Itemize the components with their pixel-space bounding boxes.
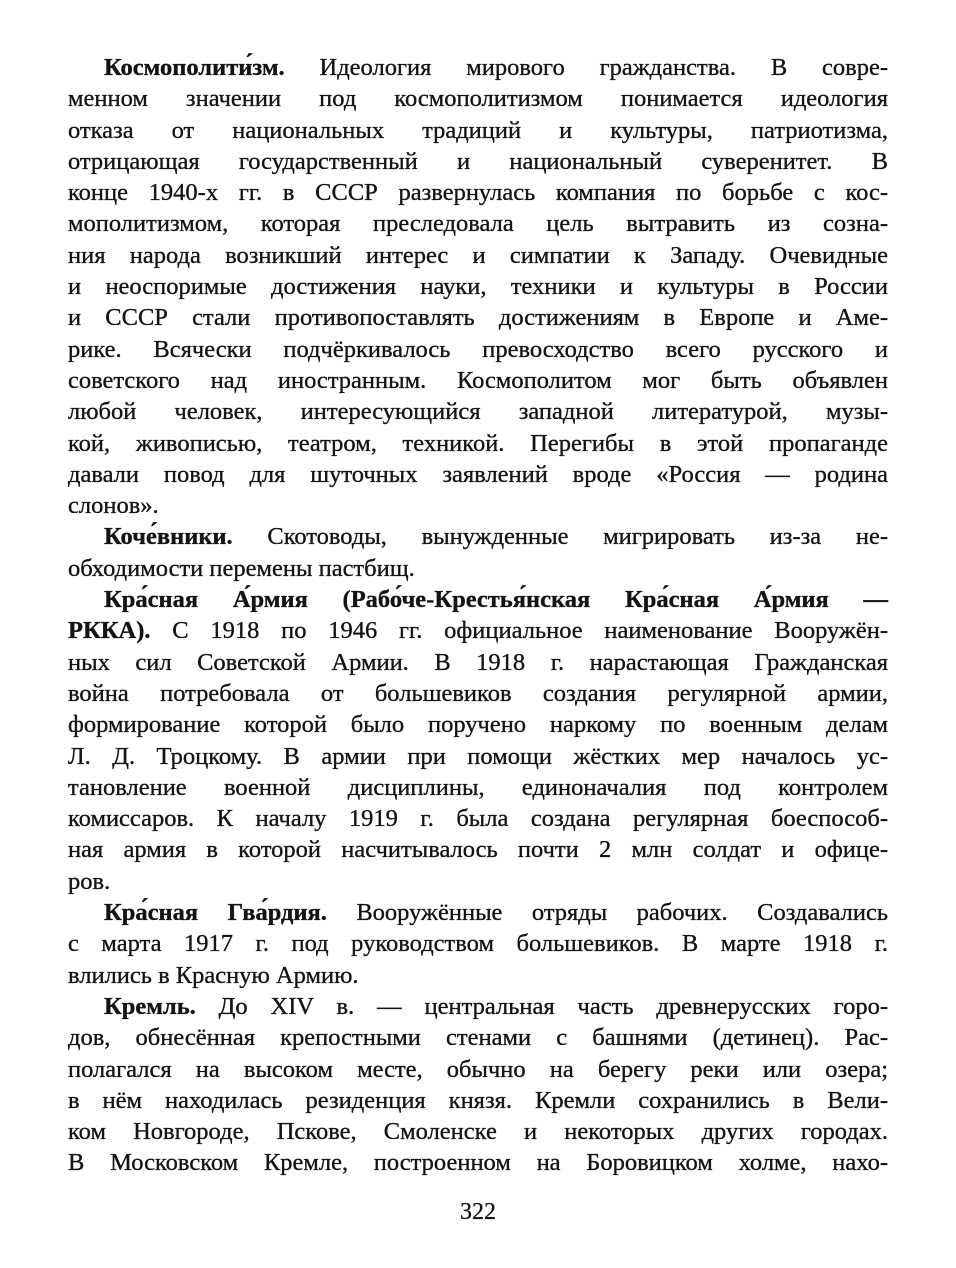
body-text: мополитизмом, которая преследовала цель вытравить из созна- (68, 210, 888, 238)
text-line (68, 834, 888, 865)
term-heading: Космополити́зм. (104, 54, 285, 81)
paragraph (68, 897, 888, 991)
term-heading: РККА). (68, 617, 151, 645)
text-line (68, 334, 888, 365)
paragraph (68, 521, 888, 584)
term-heading: Коче́вники. (104, 523, 233, 551)
text-line (68, 1085, 888, 1116)
body-text: отказа от национальных традиций и культуры, патриотизма, (68, 116, 888, 144)
body-text: обходимости перемены пастбищ. (68, 554, 415, 582)
body-text: ком Новгороде, Пскове, Смоленске и некоторых других городах. (68, 1118, 888, 1146)
body-text: с марта 1917 г. под руководством большевиков. В марте 1918 г. (68, 930, 888, 958)
body-text: ров. (68, 867, 111, 895)
body-text: Вооружённые отряды рабочих. Создавались (326, 899, 888, 927)
text-line (68, 1054, 888, 1085)
body-text: Скотоводы, вынужденные мигрировать из-за не- (232, 523, 888, 551)
text-line (68, 271, 888, 302)
text-line (68, 428, 888, 459)
body-text: в нём находилась резиденция князя. Кремли сохранились в Вели- (68, 1086, 888, 1114)
body-text: кой, живописью, театром, техникой. Перегибы в этой пропаганде (68, 429, 888, 457)
body-text: формирование которой было поручено наркому по военным делам (68, 711, 888, 739)
body-text: ния народа возникший интерес и симпатии к Западу. Очевидные (68, 241, 888, 269)
text-line (68, 208, 888, 239)
paragraph (68, 52, 888, 521)
body-text: конце 1940-х гг. в СССР развернулась компания по борьбе с кос- (68, 179, 888, 207)
text-line (68, 302, 888, 333)
body-text: рике. Всячески подчёркивалось превосходство всего русского и (68, 335, 888, 363)
text-line (68, 146, 888, 177)
body-text: и СССР стали противопоставлять достижениям в Европе и Аме- (68, 304, 888, 332)
text-line (68, 490, 888, 521)
body-text: война потребовала от большевиков создания регулярной армии, (68, 679, 888, 707)
body-text: слонов». (68, 492, 159, 520)
body-text: Идеология мирового гражданства. В совре- (284, 54, 888, 81)
body-text: С 1918 по 1946 гг. официальное наименование Вооружён- (150, 617, 888, 645)
body-text: В Московском Кремле, построенном на Боровицком холме, нахо- (68, 1149, 888, 1177)
text-line (68, 584, 888, 615)
text-line (68, 240, 888, 271)
page-number: 322 (460, 1199, 496, 1225)
body-text: и неоспоримые достижения науки, техники и культуры в России (68, 273, 888, 301)
text-line (68, 960, 888, 991)
term-heading: Кра́сная А́рмия (Рабо́че-Крестья́нская Кра́сная А́рмия — (104, 586, 888, 614)
text-line (68, 866, 888, 897)
text-line (68, 396, 888, 427)
body-text: менном значении под космополитизмом понимается идеология (68, 85, 888, 113)
text-line (68, 803, 888, 834)
text-line (68, 897, 888, 928)
body-text: влились в Красную Армию. (68, 961, 359, 989)
body-text: ная армия в которой насчитывалось почти 2 млн солдат и офице- (68, 836, 888, 864)
term-heading: Кремль. (104, 992, 196, 1020)
body-text: отрицающая государственный и национальный суверенитет. В (68, 147, 888, 175)
body-text: полагался на высоком месте, обычно на берегу реки или озера; (68, 1055, 888, 1083)
text-line (68, 83, 888, 114)
text-line (68, 553, 888, 584)
body-text: ных сил Советской Армии. В 1918 г. нарастающая Гражданская (68, 648, 888, 676)
text-line (68, 1116, 888, 1147)
paragraph (68, 584, 888, 897)
body-text: дов, обнесённая крепостными стенами с башнями (детинец). Рас- (68, 1024, 888, 1052)
body-text: советского над иностранным. Космополитом мог быть объявлен (68, 366, 888, 394)
text-line (68, 647, 888, 678)
paragraph (68, 991, 888, 1179)
text-line (68, 772, 888, 803)
text-line (68, 991, 888, 1022)
text-line (68, 1147, 888, 1178)
body-text: любой человек, интересующийся западной литературой, музы- (68, 398, 888, 426)
text-line (68, 741, 888, 772)
text-line (68, 177, 888, 208)
text-line (68, 365, 888, 396)
text-line (68, 521, 888, 552)
text-line (68, 459, 888, 490)
text-line (68, 1022, 888, 1053)
body-text: Л. Д. Троцкому. В армии при помощи жёстких мер началось ус- (68, 742, 888, 770)
body-text: комиссаров. К началу 1919 г. была создана регулярная боеспособ- (68, 805, 888, 833)
term-heading: Кра́сная Гва́рдия. (104, 899, 327, 927)
body-text: До XIV в. — центральная часть древнерусских горо- (195, 992, 888, 1020)
text-line (68, 615, 888, 646)
text-line (68, 928, 888, 959)
body-text: давали повод для шуточных заявлений вроде «Россия — родина (68, 460, 888, 488)
text-line (68, 678, 888, 709)
text-line (68, 52, 888, 83)
text-line (68, 709, 888, 740)
page-body (68, 52, 888, 1179)
body-text: тановление военной дисциплины, единоначалия под контролем (68, 773, 888, 801)
text-line (68, 115, 888, 146)
